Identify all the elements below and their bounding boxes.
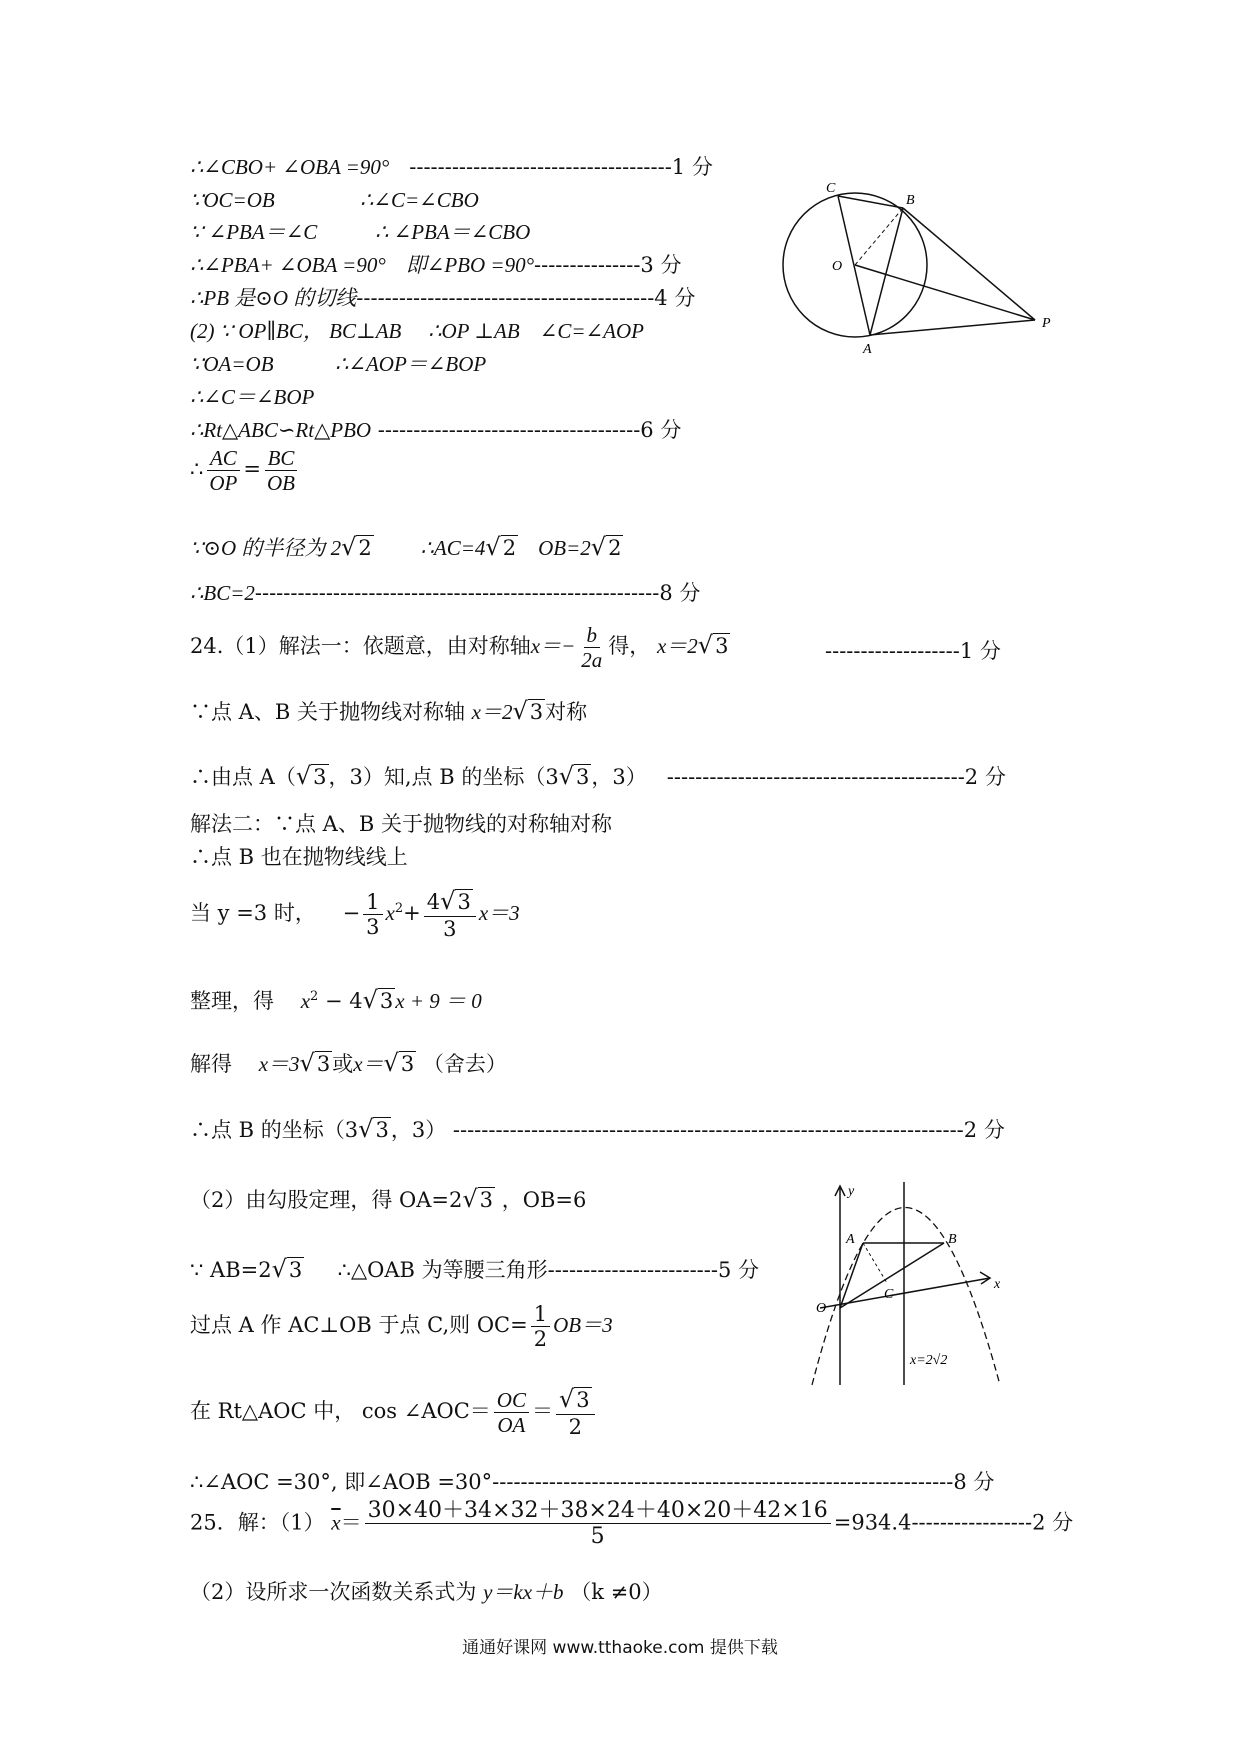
- label-x-axis: x: [994, 1277, 1001, 1292]
- line-23-2: ∵OC=OB ∴∠C=∠CBO: [190, 188, 479, 212]
- label-a: A: [863, 342, 872, 357]
- line-23-3: ∵ ∠PBA＝∠C ∴ ∠PBA＝∠CBO: [190, 220, 531, 244]
- line-25-1: 25．解：（1） $\overline{x}=$ $\frac{30\times 40+34\times 32+38\times 24+40\times 20+42\times 16}{5}$ =934.4-----------------2 分: [190, 1498, 1074, 1550]
- parabola-figure: [800, 1180, 1020, 1390]
- line-24-13: 在 Rt△AOC 中， cos ∠AOC＝ $\frac{OC}{OA}$ ＝ $\frac{√3}{2}$: [190, 1386, 598, 1439]
- line-23-11: ∵⊙O 的半径为 2√2 ∴AC=4√2 OB=2√2: [190, 533, 622, 561]
- line-23-1: ∴∠CBO+ ∠OBA =90° -------------------------------------1 分: [190, 155, 713, 179]
- fraction-ac-op: $\frac{AC}{OP}$: [206, 446, 240, 495]
- label-o: O: [832, 259, 843, 274]
- page-footer: 通通好课网 www.tthaoke.com 提供下载: [462, 1638, 778, 1658]
- line-23-9: ∴Rt△ABC∽Rt△PBO -------------------------------------6 分: [190, 418, 682, 442]
- line-23-5: ∴PB 是⊙O 的切线------------------------------------------4 分: [190, 286, 696, 310]
- line-24-10: （2）由勾股定理，得 OA=2√3 ，OB=6: [190, 1185, 587, 1213]
- circle-tangent-figure: [770, 170, 1070, 360]
- line-24-11: ∵ AB=2√3 ∴△OAB 为等腰三角形------------------------5 分: [190, 1255, 759, 1283]
- line-25-2: （2）设所求一次函数关系式为 y＝kx＋b （k ≠0）: [190, 1580, 663, 1604]
- line-24-12: 过点 A 作 AC⊥OB 于点 C,则 OC= $\frac{1}{2}$ OB＝3: [190, 1302, 613, 1352]
- label-y-axis: y: [848, 1184, 855, 1199]
- label-c: C: [826, 181, 836, 196]
- line-24-4: 解法二：∵点 A、B 关于抛物线的对称轴对称: [190, 812, 612, 836]
- label-axis-of-symmetry: x=2√2: [910, 1353, 948, 1368]
- label-c: C: [884, 1287, 894, 1302]
- line-23-10: ∴ $\frac{AC}{OP}$ = $\frac{BC}{OB}$: [190, 446, 301, 495]
- line-24-5: ∴点 B 也在抛物线线上: [190, 845, 408, 869]
- line-23-4: ∴∠PBA+ ∠OBA =90° 即∠PBO =90°---------------3 分: [190, 253, 682, 277]
- line-24-1: 24.（1）解法一：依题意，由对称轴x＝− $\frac{b}{2a}$ 得， x＝2√3 -------------------1 分: [190, 623, 1001, 673]
- label-b: B: [948, 1232, 957, 1247]
- line-24-6: 当 y =3 时， − $\frac{1}{3}$ $x^2+$ $\frac{4√3}{3}$ x＝3: [190, 887, 520, 941]
- line-24-3: ∴由点 A（√3，3）知,点 B 的坐标（3√3，3） ------------------------------------------2 分: [190, 762, 1006, 790]
- label-b: B: [906, 193, 915, 208]
- label-a: A: [846, 1232, 855, 1247]
- line-24-2: ∵点 A、B 关于抛物线对称轴 x＝2√3对称: [190, 697, 588, 725]
- line-23-7: ∵OA=OB ∴∠AOP＝∠BOP: [190, 352, 487, 376]
- line-23-6: (2) ∵ OP∥BC， BC⊥AB ∴OP ⊥AB ∠C=∠AOP: [190, 319, 644, 343]
- label-o: O: [816, 1301, 827, 1316]
- line-24-8: 解得 x＝3√3或x＝√3 （舍去）: [190, 1049, 507, 1077]
- line-23-12: ∴BC=2---------------------------------------------------------8 分: [190, 581, 701, 605]
- line-24-7: 整理，得 $x^2 - 4√3x + 9 = 0$: [190, 986, 482, 1014]
- line-23-8: ∴∠C＝∠BOP: [190, 385, 315, 409]
- line-24-9: ∴点 B 的坐标（3√3，3） ------------------------------------------------------------------------2 分: [190, 1115, 1005, 1143]
- label-p: P: [1042, 316, 1051, 331]
- fraction-bc-ob: $\frac{BC}{OB}$: [264, 446, 298, 495]
- line-24-14: ∴∠AOC =30°, 即∠AOB =30°-----------------------------------------------------------------8 分: [190, 1470, 995, 1494]
